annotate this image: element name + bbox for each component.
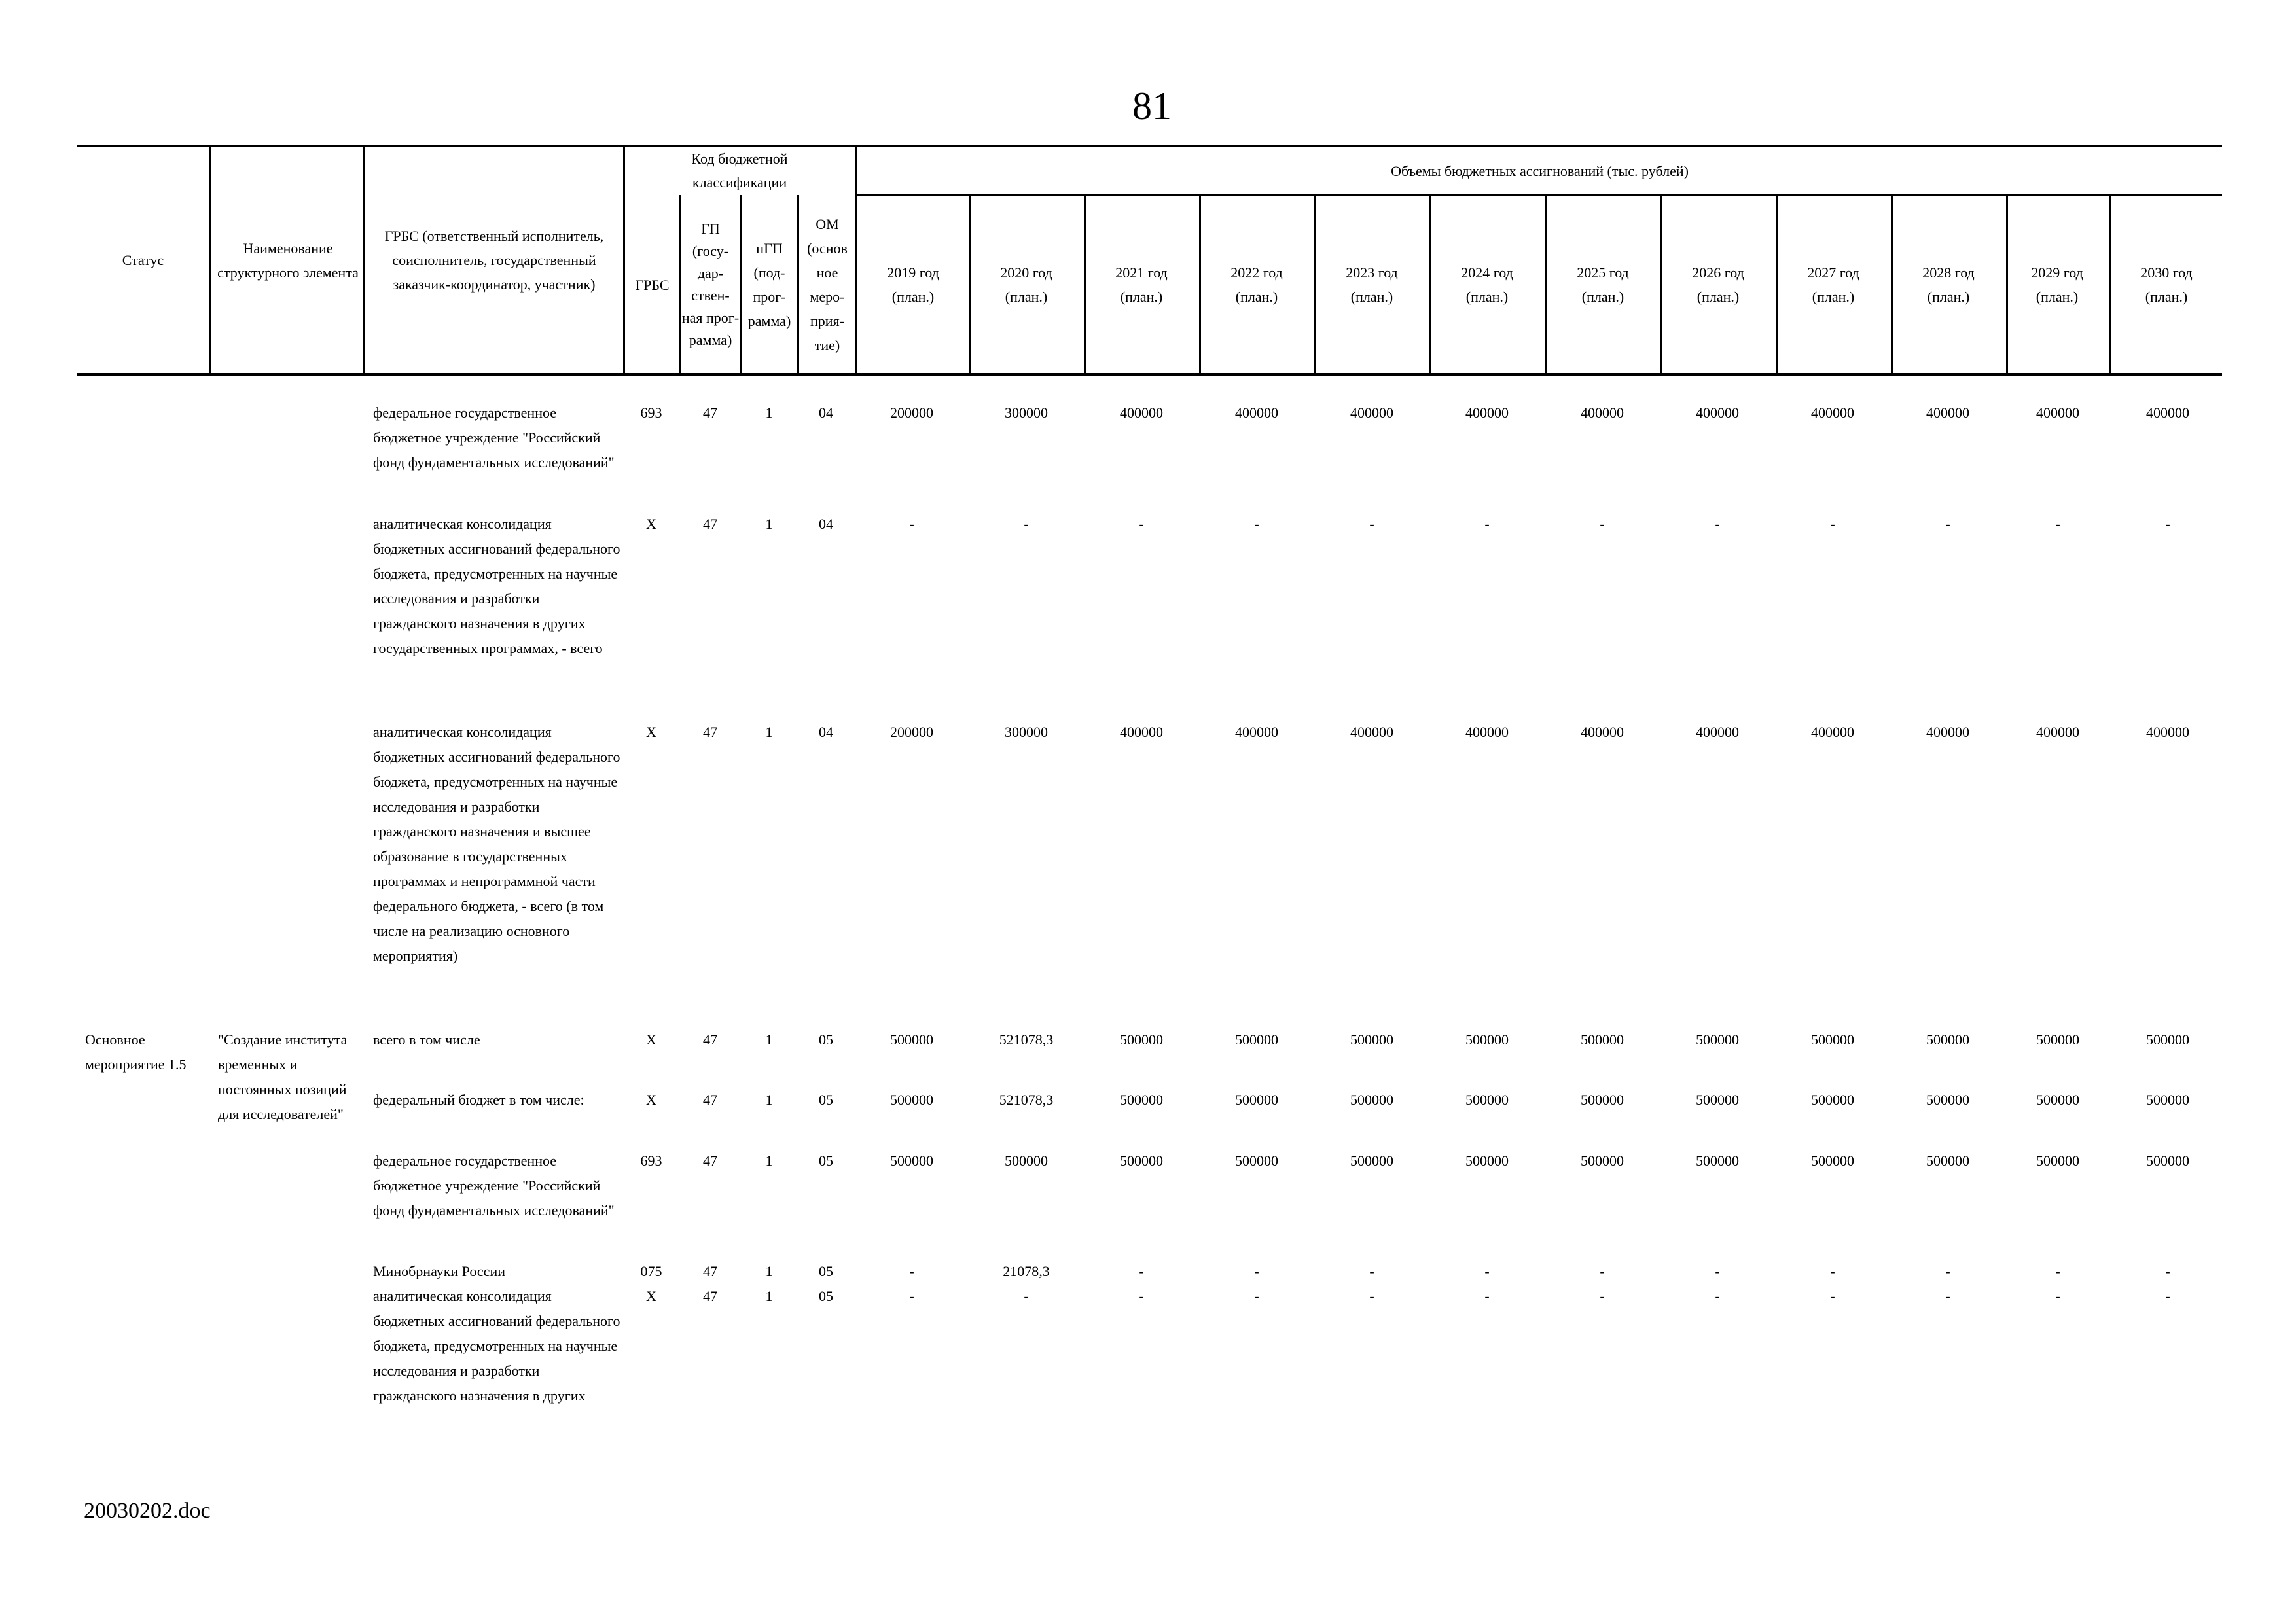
row-om: 04 <box>819 516 833 532</box>
row-value: 500000 <box>1926 1092 1969 1108</box>
row-value: 500000 <box>2146 1092 2189 1108</box>
row-value: - <box>1945 1288 1950 1304</box>
row-value: 300000 <box>1005 724 1048 740</box>
header-year: 2024 год (план.) <box>1461 264 1513 305</box>
header-year: 2025 год (план.) <box>1577 264 1629 305</box>
row-value: 400000 <box>1926 404 1969 421</box>
row-value: - <box>1024 516 1029 532</box>
row-value: - <box>909 1288 914 1304</box>
header-year: 2020 год (план.) <box>1000 264 1052 305</box>
row-gp: 47 <box>703 1031 717 1048</box>
row-description: всего в том числе <box>373 1031 480 1048</box>
row-grbs: X <box>646 1031 656 1048</box>
row-value: 400000 <box>1696 724 1739 740</box>
row-om: 04 <box>819 404 833 421</box>
row-value: 521078,3 <box>999 1031 1054 1048</box>
row-value: 500000 <box>890 1092 933 1108</box>
row-value: - <box>1600 516 1605 532</box>
row-description: Минобрнауки России <box>373 1263 505 1279</box>
row-value: 400000 <box>1120 404 1163 421</box>
row-value: 400000 <box>1465 404 1509 421</box>
row-value: 500000 <box>1811 1152 1854 1169</box>
header-year: 2021 год (план.) <box>1115 264 1168 305</box>
row-value: - <box>1369 516 1374 532</box>
row-value: 500000 <box>2036 1152 2079 1169</box>
row-om: 05 <box>819 1152 833 1169</box>
row-value: - <box>2165 516 2170 532</box>
row-value: - <box>1945 516 1950 532</box>
header-year: 2019 год (план.) <box>887 264 939 305</box>
row-value: - <box>1254 1263 1259 1279</box>
row-value: 400000 <box>1926 724 1969 740</box>
row-value: 400000 <box>1581 724 1624 740</box>
row-value: - <box>2055 1263 2060 1279</box>
header-grbs-full: ГРБС (ответственный исполнитель, соисполнитель, государственный заказчик-координатор, участник) <box>384 228 604 293</box>
row-value: 500000 <box>1696 1092 1739 1108</box>
row-value: 500000 <box>1120 1152 1163 1169</box>
header-grbs: ГРБС <box>635 276 670 293</box>
row-value: - <box>909 1263 914 1279</box>
group-name: "Создание института временных и постоянных позиций для исследователей" <box>218 1031 348 1122</box>
row-value: - <box>1715 1288 1720 1304</box>
row-value: 500000 <box>1350 1152 1393 1169</box>
row-value: 400000 <box>2036 724 2079 740</box>
row-value: - <box>1600 1263 1605 1279</box>
row-description: аналитическая консолидация бюджетных ассигнований федерального бюджета, предусмотренных на научные исследования и разработки гражданского назначения в других государственных программах, - всего <box>373 516 620 656</box>
row-value: 500000 <box>1926 1031 1969 1048</box>
row-value: 500000 <box>1120 1031 1163 1048</box>
header-name: Наименование структурного элемента <box>217 240 359 281</box>
row-value: - <box>1254 1288 1259 1304</box>
row-value: 500000 <box>1696 1031 1739 1048</box>
row-value: 500000 <box>1350 1092 1393 1108</box>
row-description: федеральный бюджет в том числе: <box>373 1092 584 1108</box>
row-value: 500000 <box>1350 1031 1393 1048</box>
row-description: аналитическая консолидация бюджетных ассигнований федерального бюджета, предусмотренных на научные исследования и разработки гражданского назначения и высшее образование в государственных программах и непрограммной части федерального бюджета, - всего (в том числе на реализацию основного мероприятия) <box>373 724 620 964</box>
row-value: 400000 <box>1350 724 1393 740</box>
row-value: 500000 <box>1465 1031 1509 1048</box>
header-status: Статус <box>122 252 164 268</box>
row-value: 500000 <box>2036 1031 2079 1048</box>
row-grbs: 075 <box>640 1263 662 1279</box>
row-value: 400000 <box>1120 724 1163 740</box>
row-pgp: 1 <box>765 1031 773 1048</box>
row-description: федеральное государственное бюджетное учреждение "Российский фонд фундаментальных исследований" <box>373 1152 615 1219</box>
row-value: - <box>1369 1263 1374 1279</box>
header-year: 2026 год (план.) <box>1692 264 1744 305</box>
row-value: 500000 <box>1581 1092 1624 1108</box>
row-value: 500000 <box>1696 1152 1739 1169</box>
row-value: - <box>2165 1288 2170 1304</box>
row-grbs: X <box>646 1288 656 1304</box>
row-value: 500000 <box>2036 1092 2079 1108</box>
row-om: 05 <box>819 1031 833 1048</box>
row-grbs: 693 <box>640 404 662 421</box>
row-value: 500000 <box>1581 1031 1624 1048</box>
row-pgp: 1 <box>765 404 773 421</box>
row-value: - <box>1600 1288 1605 1304</box>
row-value: 400000 <box>1696 404 1739 421</box>
row-gp: 47 <box>703 1092 717 1108</box>
row-gp: 47 <box>703 724 717 740</box>
header-code-group: Код бюджетной классификации <box>691 151 788 190</box>
row-value: 400000 <box>1465 724 1509 740</box>
row-value: 521078,3 <box>999 1092 1054 1108</box>
header-year: 2030 год (план.) <box>2140 264 2193 305</box>
row-value: - <box>1945 1263 1950 1279</box>
row-value: - <box>2055 516 2060 532</box>
row-gp: 47 <box>703 1263 717 1279</box>
row-value: 300000 <box>1005 404 1048 421</box>
header-volumes-group: Объемы бюджетных ассигнований (тыс. рублей) <box>1391 162 1689 179</box>
row-pgp: 1 <box>765 1288 773 1304</box>
header-year: 2027 год (план.) <box>1807 264 1859 305</box>
row-grbs: X <box>646 516 656 532</box>
header-year: 2028 год (план.) <box>1922 264 1975 305</box>
row-value: - <box>1715 516 1720 532</box>
header-year: 2023 год (план.) <box>1346 264 1398 305</box>
row-value: 500000 <box>1811 1092 1854 1108</box>
row-value: - <box>2165 1263 2170 1279</box>
row-value: 200000 <box>890 404 933 421</box>
row-value: 500000 <box>1926 1152 1969 1169</box>
footer-filename: 20030202.doc <box>84 1499 211 1523</box>
header-year: 2022 год (план.) <box>1230 264 1283 305</box>
row-om: 05 <box>819 1092 833 1108</box>
row-grbs: X <box>646 1092 656 1108</box>
row-value: - <box>1830 516 1835 532</box>
row-value: 500000 <box>2146 1031 2189 1048</box>
row-value: 400000 <box>2146 724 2189 740</box>
row-value: - <box>1139 516 1144 532</box>
row-value: 400000 <box>1235 404 1278 421</box>
row-pgp: 1 <box>765 1152 773 1169</box>
row-value: 500000 <box>1811 1031 1854 1048</box>
row-om: 05 <box>819 1288 833 1304</box>
row-value: - <box>1254 516 1259 532</box>
row-gp: 47 <box>703 1288 717 1304</box>
row-value: - <box>1369 1288 1374 1304</box>
row-value: - <box>1484 1263 1490 1279</box>
row-value: 500000 <box>1120 1092 1163 1108</box>
row-value: 500000 <box>890 1031 933 1048</box>
group-status: Основное мероприятие 1.5 <box>85 1031 187 1073</box>
row-value: 500000 <box>1581 1152 1624 1169</box>
row-value: - <box>1830 1263 1835 1279</box>
row-value: 21078,3 <box>1003 1263 1050 1279</box>
row-value: 400000 <box>2146 404 2189 421</box>
row-gp: 47 <box>703 404 717 421</box>
row-value: 500000 <box>1235 1152 1278 1169</box>
row-value: - <box>1830 1288 1835 1304</box>
page-number: 81 <box>1132 84 1172 128</box>
row-value: 400000 <box>1581 404 1624 421</box>
row-gp: 47 <box>703 1152 717 1169</box>
row-value: 400000 <box>1811 724 1854 740</box>
row-value: - <box>1139 1263 1144 1279</box>
row-value: 500000 <box>890 1152 933 1169</box>
row-value: - <box>1484 1288 1490 1304</box>
row-value: 500000 <box>2146 1152 2189 1169</box>
row-value: 200000 <box>890 724 933 740</box>
row-value: - <box>1024 1288 1029 1304</box>
header-year: 2029 год (план.) <box>2031 264 2083 305</box>
row-value: 500000 <box>1005 1152 1048 1169</box>
row-value: 500000 <box>1465 1152 1509 1169</box>
row-pgp: 1 <box>765 1092 773 1108</box>
row-value: 400000 <box>1350 404 1393 421</box>
row-value: 400000 <box>1235 724 1278 740</box>
row-gp: 47 <box>703 516 717 532</box>
row-grbs: 693 <box>640 1152 662 1169</box>
row-value: 500000 <box>1235 1031 1278 1048</box>
row-om: 05 <box>819 1263 833 1279</box>
header-gp: ГП (госу-дар-ствен-ная прог-рамма) <box>681 221 740 348</box>
row-value: - <box>1139 1288 1144 1304</box>
row-description: аналитическая консолидация бюджетных ассигнований федерального бюджета, предусмотренных на научные исследования и разработки гражданского назначения в других <box>373 1288 620 1404</box>
row-value: 400000 <box>1811 404 1854 421</box>
header-om: ОМ (основ ное меро-прия-тие) <box>807 216 848 353</box>
row-pgp: 1 <box>765 516 773 532</box>
row-pgp: 1 <box>765 1263 773 1279</box>
row-value: - <box>1484 516 1490 532</box>
row-value: 400000 <box>2036 404 2079 421</box>
row-value: - <box>1715 1263 1720 1279</box>
row-value: - <box>909 516 914 532</box>
row-description: федеральное государственное бюджетное учреждение "Российский фонд фундаментальных исследований" <box>373 404 615 471</box>
header-pgp: пГП (под-прог-рамма) <box>747 240 791 329</box>
row-grbs: X <box>646 724 656 740</box>
row-value: 500000 <box>1465 1092 1509 1108</box>
row-om: 04 <box>819 724 833 740</box>
row-value: 500000 <box>1235 1092 1278 1108</box>
row-value: - <box>2055 1288 2060 1304</box>
row-pgp: 1 <box>765 724 773 740</box>
